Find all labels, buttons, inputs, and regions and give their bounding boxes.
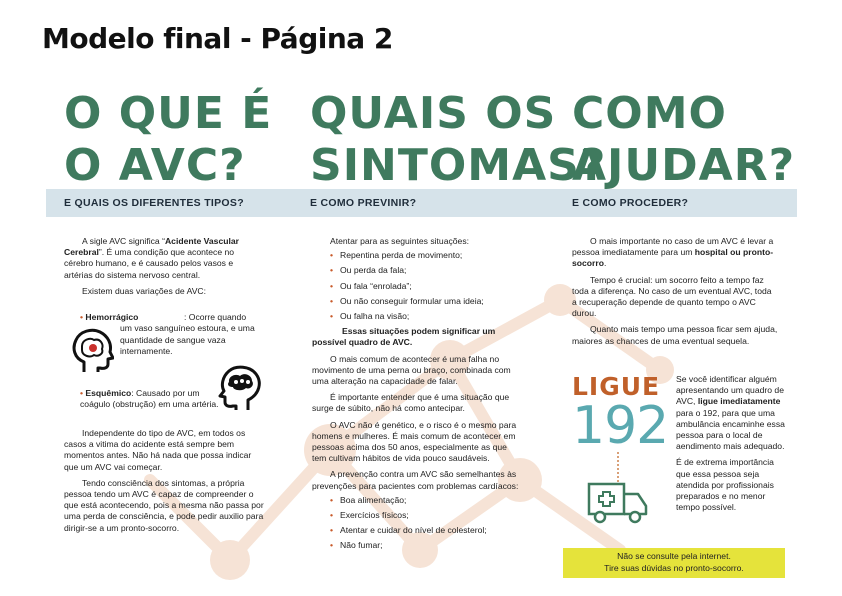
text: para o 192, para que uma ambulância encaminhe essa pessoa para o local de aendimento mais adequado. (676, 407, 785, 452)
text: . (604, 258, 607, 269)
list-item: • Atentar e cuidar do nível de colesterol; (330, 525, 520, 536)
type-label: Hemorrágico (85, 312, 139, 322)
list-item: • Ou não conseguir formular uma ideia; (330, 296, 520, 307)
list-item: • Repentina perda de movimento; (330, 250, 520, 261)
heading-line: O QUE É (64, 88, 273, 139)
heading-symptoms (310, 88, 606, 192)
heading-how-to-help (572, 88, 795, 192)
intro-paragraph: Atentar para as seguintes situações: (330, 236, 470, 246)
list-item: • Não fumar; (330, 540, 520, 551)
subheading-prevent: E COMO PREVINIR? (310, 197, 417, 209)
list-item: • Exercícios físicos; (330, 510, 520, 521)
paragraph: É de extrema importância que essa pessoa seja atendida por profissionais preparados e no menor tempo possível. (676, 457, 774, 513)
list-item: • Ou falha na visão; (330, 311, 520, 322)
paragraph: É importante entender que é uma situação que surge de súbito, não há como antecipar. (312, 392, 510, 414)
paragraph: O AVC não é genético, e o risco é o mesmo para homens e mulheres. É mais comum de acontecer em pessoas acima dos 50 anos, especialmente as que tem cultivam hábitos de vida pouco saudáveis. (312, 419, 517, 464)
heading-line: O AVC? (64, 140, 246, 191)
heading-line: QUAIS OS (310, 88, 557, 139)
paragraph (676, 374, 786, 452)
symptom-list (312, 250, 520, 322)
paragraph: Tendo consciência dos sintomas, a própria pessoa tendo um AVC é capaz de compreender o que está acontecendo, pois a mesma não passa por uma perda de consciência, e pode pedir auxilio para dirigir-se a um pronto-socorro. (64, 477, 264, 533)
paragraph: Quanto mais tempo uma pessoa ficar sem ajuda, maiores as chances de uma eventual sequela. (572, 324, 778, 346)
text-bold: ligue imediatamente (697, 396, 781, 407)
column-how-to-help (572, 236, 778, 352)
subheading-proceed: E COMO PROCEDER? (572, 197, 689, 209)
paragraph (572, 236, 778, 270)
heading-line: AJUDAR? (572, 140, 796, 191)
column-what-is (64, 236, 254, 302)
text-bold: Acidente Vascular Cerebral (64, 236, 239, 258)
callout-line: Não se consulte pela internet. (617, 551, 731, 561)
paragraph: Independente do tipo de AVC, em todos os casos a vitima do acidente está sempre bem momentos antes. Não há nada que possa indicar que um AVC vai começar. (64, 428, 252, 472)
call-instructions (676, 374, 786, 518)
warning-paragraph: Essas situações podem significar um possível quadro de AVC. (312, 326, 496, 348)
bullet: • (80, 312, 86, 322)
type-label: Esquêmico (85, 388, 132, 398)
type-text: : Causado por um coágulo (obstrução) em uma artéria. (80, 388, 219, 410)
list-item: • Ou perda da fala; (330, 265, 520, 276)
bullet: • (80, 388, 86, 398)
text: A sigle AVC significa “ (82, 236, 165, 246)
heading-line: SINTOMAS? (310, 140, 607, 191)
heading-line: COMO (572, 88, 727, 139)
text-bold: hospital ou pronto-socorro (572, 247, 774, 269)
call-label: LIGUE (572, 372, 661, 401)
list-item: • Ou fala “enrolada”; (330, 281, 520, 292)
definition-paragraph (64, 236, 254, 281)
ambulance-icon (586, 478, 650, 524)
variations-paragraph: Existem duas variações de AVC: (82, 285, 207, 296)
page-title: Modelo final - Página 2 (42, 22, 393, 55)
brain-head-icon (70, 328, 114, 374)
heading-what-is (64, 88, 272, 192)
type-ischemic (80, 388, 230, 410)
text: ”. É uma condição que acontece no cérebro humano, e é causado pelos vasos e artérias do sistema nervoso central. (64, 247, 235, 280)
callout-line: Tire suas dúvidas no pronto-socorro. (604, 563, 744, 573)
prevention-list (312, 495, 520, 552)
column-symptoms (312, 236, 520, 556)
emergency-number: 192 (572, 396, 669, 456)
paragraph: Tempo é crucial: um socorro feito a tempo faz toda a diferença. No caso de um eventual AVC, toda a recuperação depende de quanto tempo o AVC durou. (572, 274, 772, 319)
text: O mais importante no caso de um AVC é levar a pessoa imediatamente para um (572, 236, 774, 258)
list-item: • Boa alimentação; (330, 495, 520, 506)
subheading-types: E QUAIS OS DIFERENTES TIPOS? (64, 197, 244, 209)
paragraph: O mais comum de acontecer é uma falha no movimento de uma perna ou braço, combinada com uma alteração na capacidade de falar. (312, 353, 511, 387)
type-text: : Ocorre quando um vaso sanguíneo estoura, e uma quantidade de sangue vaza internamente. (120, 312, 255, 356)
text: Se você identificar alguém apresentando um quadro de AVC, (676, 374, 784, 407)
column-what-is-bottom (64, 428, 267, 539)
paragraph: A prevenção contra um AVC são semelhantes às prevenções para pacientes com problemas cardíacos: (312, 469, 519, 491)
callout-box (563, 548, 785, 578)
